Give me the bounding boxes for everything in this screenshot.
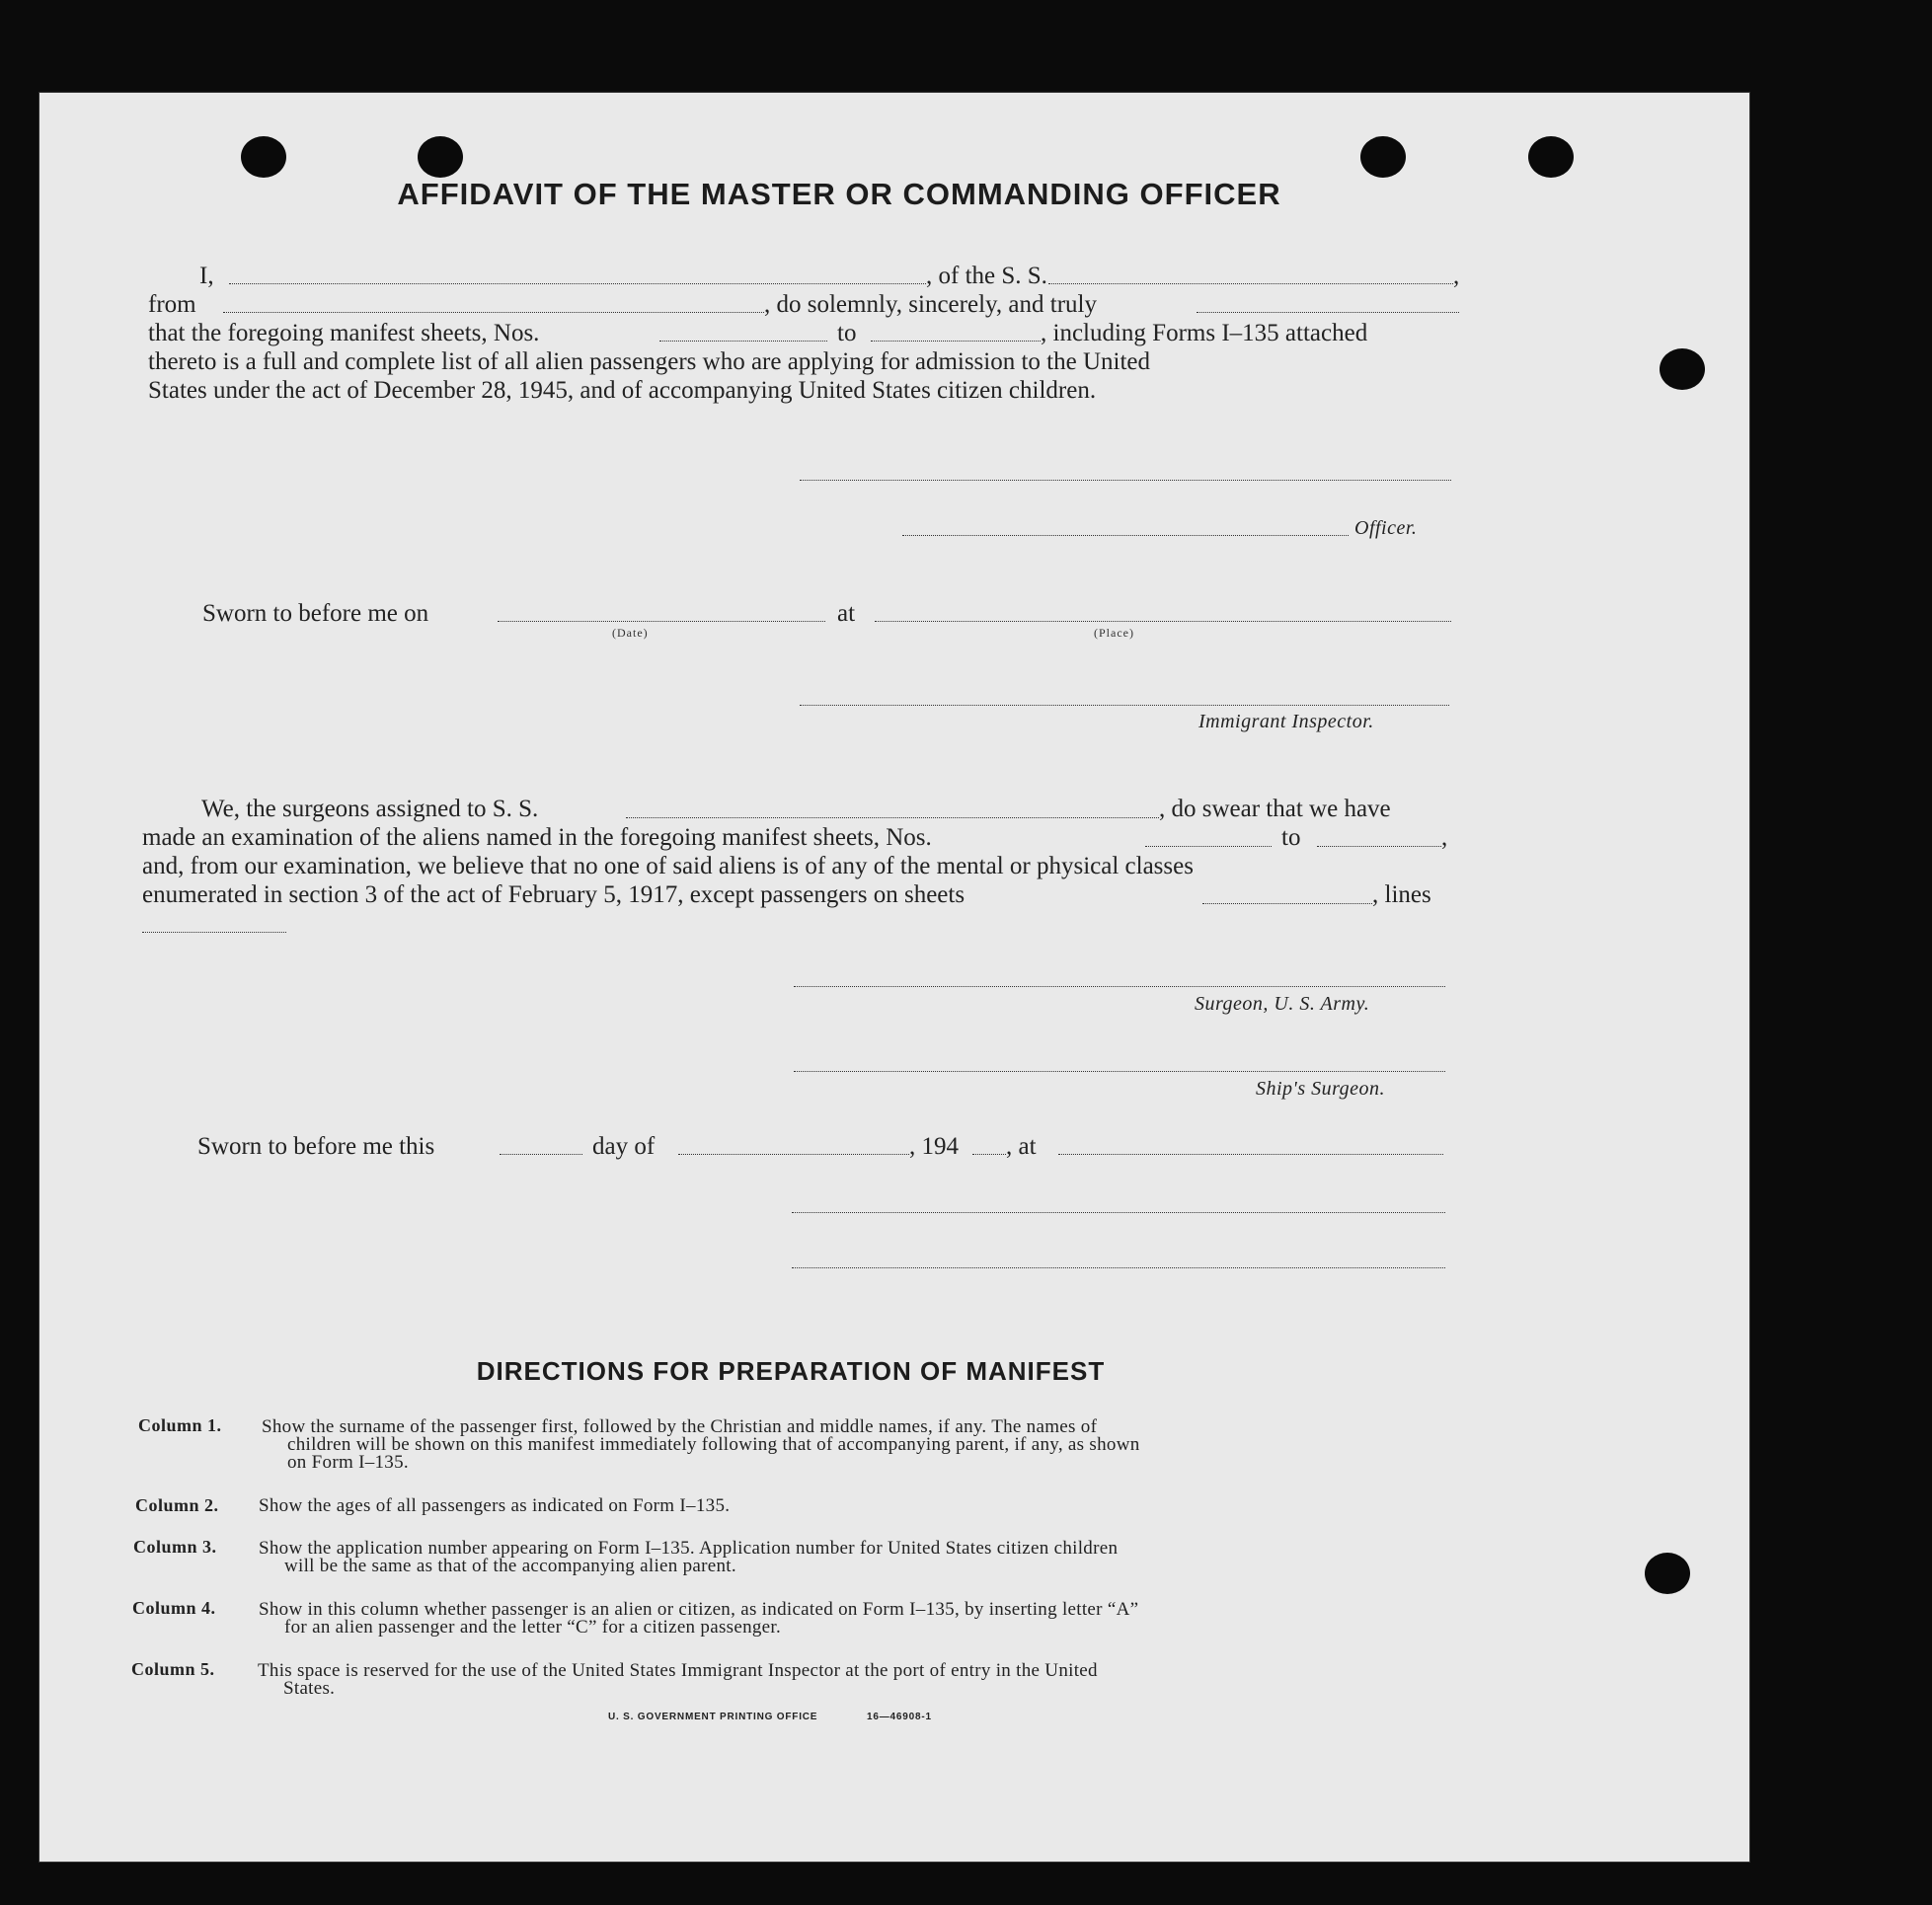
officer-signature-line-2[interactable] — [902, 535, 1349, 536]
column-5-label: Column 5. — [131, 1659, 215, 1679]
sworn-date-field[interactable] — [498, 621, 825, 622]
text-made-examination: made an examination of the aliens named in the foregoing manifest sheets, Nos. — [142, 824, 932, 851]
text-surgeons-assigned: We, the surgeons assigned to S. S. — [201, 796, 539, 822]
army-surgeon-signature-line[interactable] — [794, 986, 1445, 987]
column-1-text-line-1: Show the surname of the passenger first, followed by the Christian and middle names, if any. The names of — [262, 1416, 1098, 1437]
print-code: 16—46908-1 — [867, 1712, 932, 1722]
text-lines: , lines — [1372, 881, 1431, 908]
column-4-label: Column 4. — [132, 1598, 216, 1618]
punch-hole — [1660, 348, 1705, 390]
sheet-from-field[interactable] — [659, 341, 827, 342]
officer-label: Officer. — [1354, 517, 1418, 539]
text-thereto: thereto is a full and complete list of all alien passengers who are applying for admission to the United — [148, 348, 1151, 375]
column-2-label: Column 2. — [135, 1495, 219, 1515]
except-lines-field[interactable] — [142, 932, 286, 933]
text-from-our-examination: and, from our examination, we believe that no one of said aliens is of any of the mental or physical classes — [142, 853, 1194, 879]
punch-hole — [1528, 136, 1574, 178]
column-3-text-line-2: will be the same as that of the accompanying alien parent. — [284, 1556, 736, 1576]
text-sworn-on: Sworn to before me on — [202, 600, 429, 627]
text-from: from — [148, 291, 196, 318]
text-do-swear: , do swear that we have — [1159, 796, 1391, 822]
text-at-2: , at — [1006, 1133, 1037, 1160]
column-1-text-line-3: on Form I–135. — [287, 1452, 409, 1473]
punch-hole — [1360, 136, 1406, 178]
column-1-text-line-2: children will be shown on this manifest immediately following that of accompanying parent, if any, as shown — [287, 1434, 1140, 1455]
oath-field[interactable] — [1197, 312, 1459, 313]
ship-surgeon-signature-line[interactable] — [794, 1071, 1445, 1072]
text-i: I, — [199, 263, 214, 289]
ship-name-field[interactable] — [1048, 283, 1453, 284]
text-solemnly: , do solemnly, sincerely, and truly — [764, 291, 1097, 318]
place-label: (Place) — [1094, 626, 1134, 640]
column-5-text-line-2: States. — [283, 1678, 336, 1699]
text-to-2: to — [1281, 824, 1301, 851]
port-from-field[interactable] — [223, 312, 764, 313]
column-4-text-line-1: Show in this column whether passenger is an alien or citizen, as indicated on Form I–135, by inserting letter “A” — [259, 1599, 1139, 1620]
sheet-to-field[interactable] — [871, 341, 1041, 342]
text-year: , 194 — [909, 1133, 959, 1160]
text-including-forms: , including Forms I–135 attached — [1041, 320, 1368, 346]
column-3-text-line-1: Show the application number appearing on Form I–135. Application number for United States citizen children — [259, 1538, 1119, 1559]
date-label: (Date) — [612, 626, 649, 640]
sworn-day-field[interactable] — [500, 1154, 582, 1155]
surgeon-sheet-to-field[interactable] — [1317, 846, 1441, 847]
sworn-place-field-2[interactable] — [1058, 1154, 1443, 1155]
text-enumerated: enumerated in section 3 of the act of February 5, 1917, except passengers on sheets — [142, 881, 966, 908]
text-comma: , — [1453, 263, 1460, 289]
sworn-month-field[interactable] — [678, 1154, 909, 1155]
column-5-text-line-1: This space is reserved for the use of the United States Immigrant Inspector at the port of entry in the United — [258, 1660, 1098, 1681]
punch-hole — [1645, 1553, 1690, 1594]
text-at: at — [837, 600, 856, 627]
text-states-under: States under the act of December 28, 1945, and of accompanying United States citizen children. — [148, 377, 1097, 404]
column-1-label: Column 1. — [138, 1415, 222, 1435]
column-2-text-line-1: Show the ages of all passengers as indicated on Form I–135. — [259, 1495, 731, 1516]
column-4-text-line-2: for an alien passenger and the letter “C” for a citizen passenger. — [284, 1617, 782, 1638]
printer-imprint: U. S. GOVERNMENT PRINTING OFFICE — [608, 1712, 818, 1722]
affidavit-title: AFFIDAVIT OF THE MASTER OR COMMANDING OFFICER — [397, 177, 1281, 211]
surgeon-sheet-from-field[interactable] — [1145, 846, 1272, 847]
affidavit-form-page — [39, 93, 1749, 1862]
officer-signature-line-1[interactable] — [800, 480, 1451, 481]
sworn-place-field[interactable] — [875, 621, 1451, 622]
punch-hole — [241, 136, 286, 178]
punch-hole — [418, 136, 463, 178]
directions-title: DIRECTIONS FOR PREPARATION OF MANIFEST — [476, 1356, 1106, 1386]
surgeon-ship-field[interactable] — [626, 817, 1159, 818]
text-comma-2: , — [1441, 824, 1448, 851]
inspector-label: Immigrant Inspector. — [1198, 711, 1374, 732]
text-day-of: day of — [592, 1133, 656, 1160]
master-name-field[interactable] — [229, 283, 926, 284]
text-to: to — [837, 320, 857, 346]
sworn-signature-line-2[interactable] — [792, 1267, 1445, 1268]
sworn-signature-line-1[interactable] — [792, 1212, 1445, 1213]
text-manifest-nos: that the foregoing manifest sheets, Nos. — [148, 320, 540, 346]
sworn-year-field[interactable] — [972, 1154, 1006, 1155]
army-surgeon-label: Surgeon, U. S. Army. — [1195, 993, 1370, 1015]
ship-surgeon-label: Ship's Surgeon. — [1256, 1078, 1386, 1100]
text-sworn-this: Sworn to before me this — [197, 1133, 435, 1160]
except-sheets-field[interactable] — [1202, 903, 1372, 904]
column-3-label: Column 3. — [133, 1537, 217, 1557]
text-of-ss: , of the S. S. — [926, 263, 1047, 289]
inspector-signature-line[interactable] — [800, 705, 1449, 706]
